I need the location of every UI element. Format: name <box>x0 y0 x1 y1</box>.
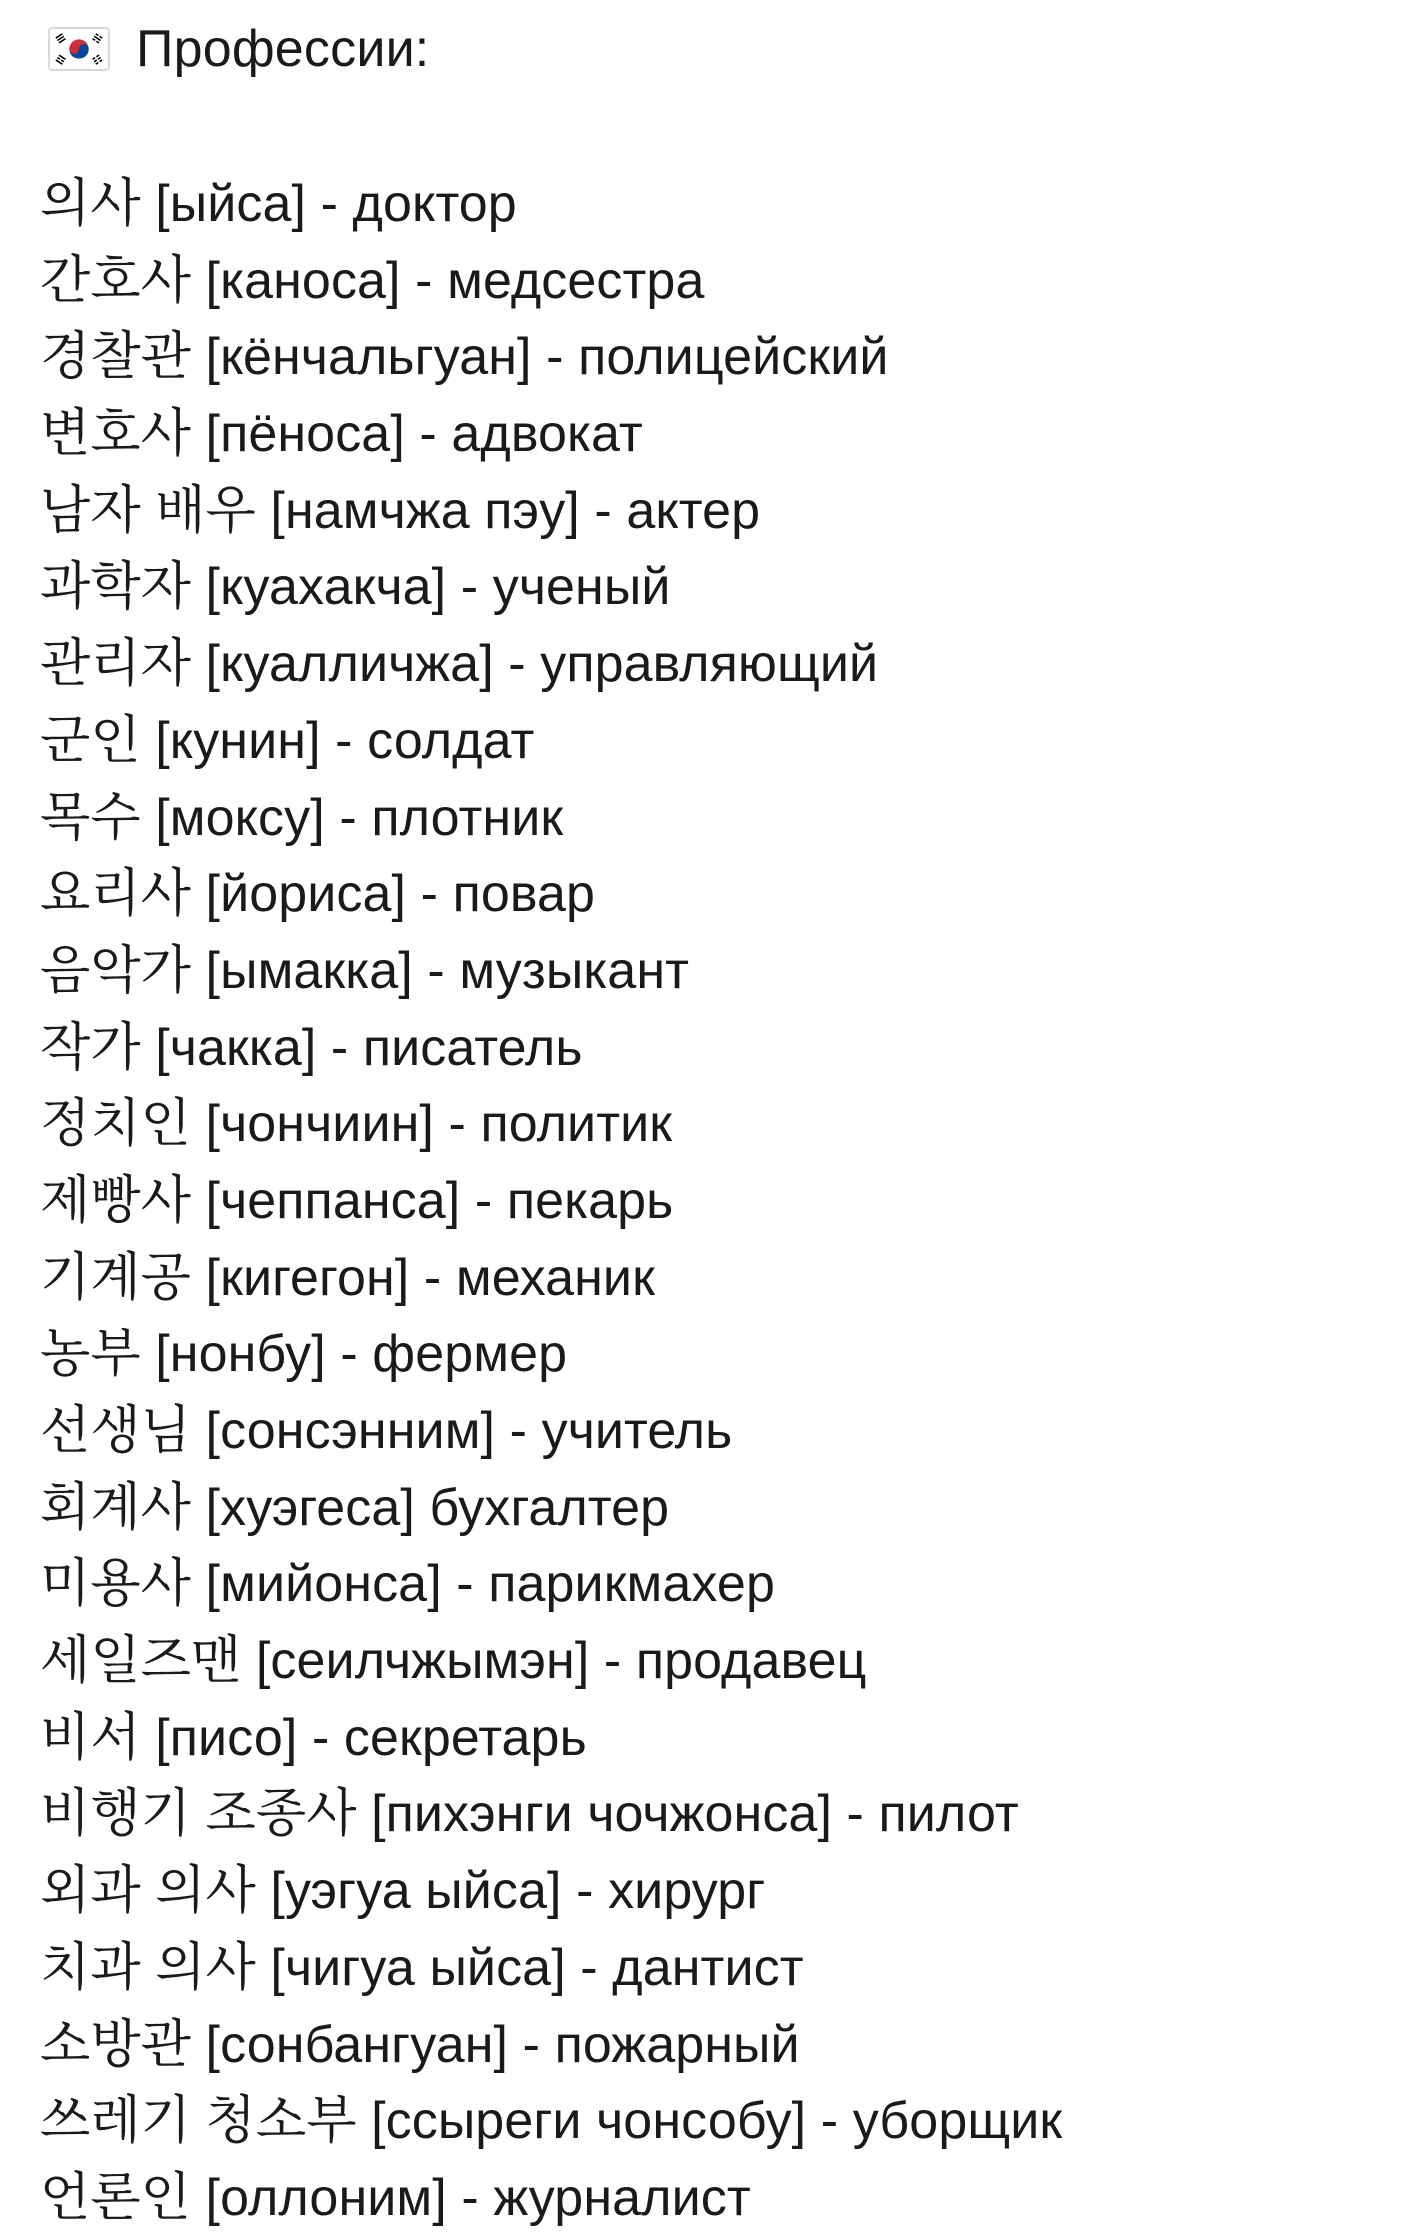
list-item: 의사 [ыйса] - доктор <box>40 175 517 233</box>
list-item: 정치인 [чончиин] - политик <box>40 1095 673 1154</box>
list-item: 음악가 [ымакка] - музыкант <box>40 941 690 1000</box>
list-item: 요리사 [йориса] - повар <box>40 865 596 924</box>
list-item: 회계사 [хуэгеса] бухгалтер <box>40 1478 670 1537</box>
list-item: 선생님 [сонсэнним] - учитель <box>40 1402 733 1460</box>
south-korea-flag-icon <box>48 27 110 71</box>
header <box>48 14 429 84</box>
page-title: Профессии: <box>136 20 430 78</box>
list-item: 치과 의사 [чигуа ыйса] - дантист <box>40 1938 804 1997</box>
list-item: 비서 [писо] - секретарь <box>40 1708 587 1767</box>
list-item: 간호사 [каноса] - медсестра <box>40 251 705 310</box>
list-item: 소방관 [сонбангуан] - пожарный <box>40 2015 800 2074</box>
list-item: 세일즈맨 [сеилчжымэн] - продавец <box>40 1632 867 1691</box>
list-item: 미용사 [мийонса] - парикмахер <box>40 1555 775 1614</box>
list-item: 변호사 [пёноса] - адвокат <box>40 405 643 464</box>
list-item: 언론인 [оллоним] - журналист <box>40 2168 751 2227</box>
list-item: 관리자 [куалличжа] - управляющий <box>40 635 879 694</box>
list-item: 경찰관 [кёнчальгуан] - полицейский <box>40 328 889 387</box>
list-item: 외과 의사 [уэгуа ыйса] - хирург <box>40 1862 766 1921</box>
list-item: 과학자 [куахакча] - ученый <box>40 558 671 617</box>
list-item: 기계공 [кигегон] - механик <box>40 1248 655 1307</box>
list-item: 목수 [моксу] - плотник <box>40 788 564 847</box>
list-item: 쓰레기 청소부 [ссыреги чонсобу] - уборщик <box>40 2092 1063 2151</box>
list-item: 남자 배우 [намчжа пэу] - актер <box>40 481 761 540</box>
profession-list <box>40 166 1062 2237</box>
list-item: 농부 [нонбу] - фермер <box>40 1325 568 1384</box>
list-item: 군인 [кунин] - солдат <box>40 711 535 770</box>
list-item: 비행기 조종사 [пихэнги чочжонса] - пилот <box>40 1785 1019 1844</box>
list-item: 작가 [чакка] - писатель <box>40 1018 583 1077</box>
list-item: 제빵사 [чеппанса] - пекарь <box>40 1171 674 1230</box>
